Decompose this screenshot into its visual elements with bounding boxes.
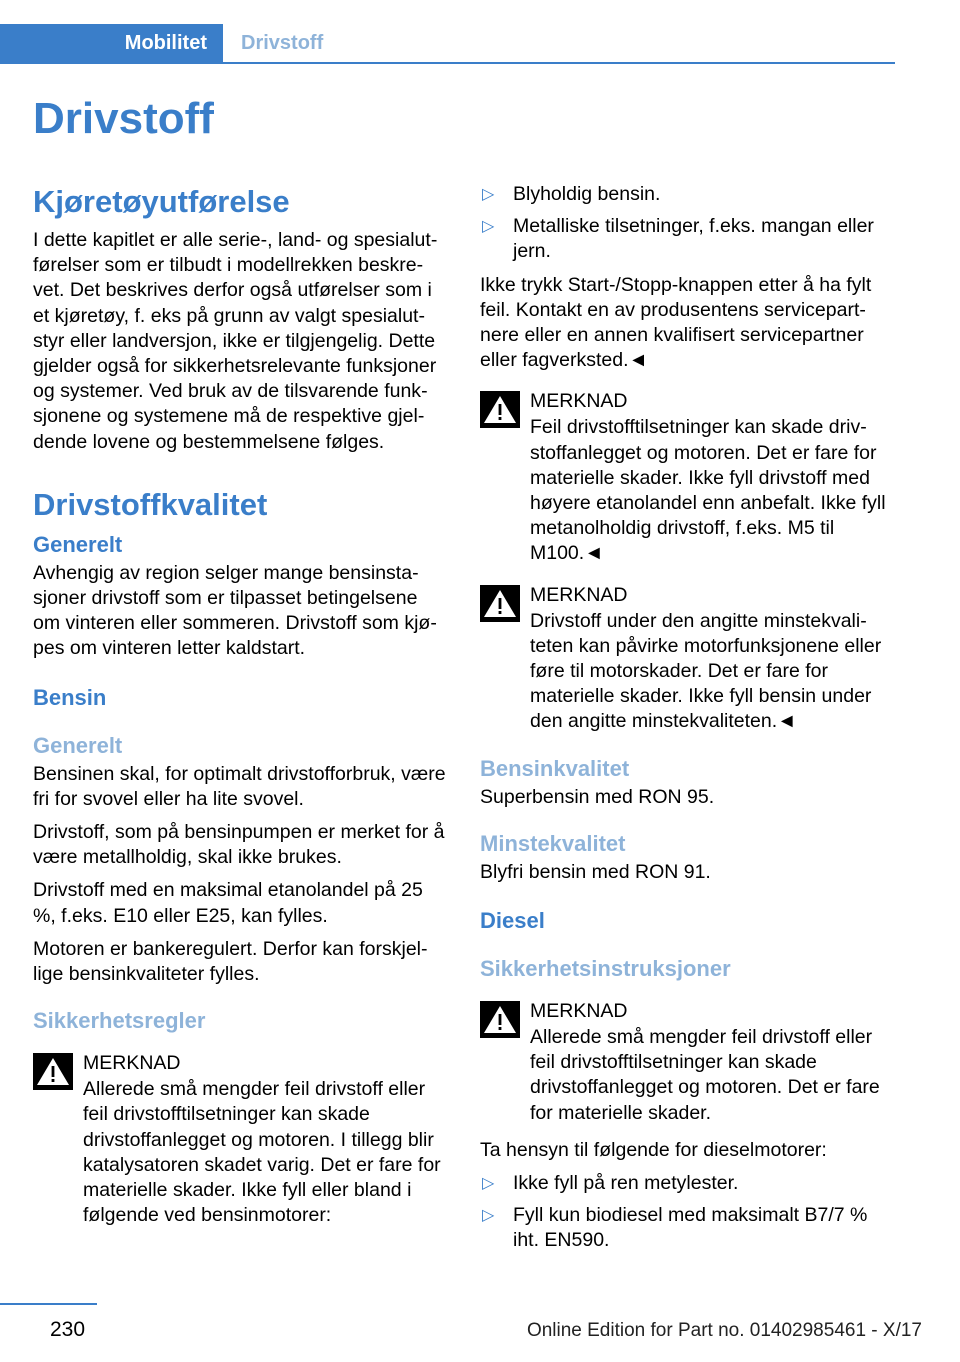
- tab-mobilitet[interactable]: [0, 24, 223, 62]
- heading-minstekvalitet: Minstekvalitet: [480, 830, 626, 856]
- triangle-right-icon: ▷: [482, 218, 495, 236]
- heading-sikkerhetsinstruksjoner: Sikkerhetsinstruksjoner: [480, 956, 731, 982]
- note-text: Allerede små mengder feil drivstoff eller feil drivstofftilsetninger kan skade drivstoffanlegget og motoren. Det er fare for materielle skader.: [530, 1026, 880, 1124]
- paragraph-bensinkvalitet: Superbensin med RON 95.: [480, 785, 715, 808]
- list-item: [480, 1203, 895, 1253]
- heading-kjoretoyutforelse: Kjøretøyutførelse: [33, 184, 290, 219]
- warning-note-1: [33, 1049, 448, 1228]
- page-number: 230: [50, 1318, 86, 1341]
- heading-drivstoffkvalitet: Drivstoffkvalitet: [33, 486, 268, 522]
- paragraph-start-stopp: Ikke trykk Start-/Stopp-knappen etter å ha fylt feil. Kontakt en av produsentens servicepartnere eller en annen kvalifisert servicepartner eller fagverksted.◄: [480, 273, 872, 372]
- note-title: MERKNAD: [530, 583, 628, 606]
- list-item-text: Ikke fyll på ren metylester.: [513, 1172, 739, 1195]
- paragraph-dieselmotorer: Ta hensyn til følgende for dieselmotorer:: [480, 1138, 827, 1161]
- paragraph-bensin-1: Bensinen skal, for optimalt drivstofforbruk, være fri for svovel eller ha lite svovel.: [33, 762, 446, 810]
- triangle-right-icon: ▷: [482, 1207, 495, 1225]
- footer-rule: [0, 1303, 97, 1305]
- page-title: Drivstoff: [33, 94, 214, 143]
- note-title: MERKNAD: [83, 1052, 181, 1075]
- heading-diesel: Diesel: [480, 908, 545, 934]
- heading-sikkerhetsregler: Sikkerhetsregler: [33, 1008, 206, 1034]
- header-tabbar: [0, 24, 895, 64]
- heading-generelt: Generelt: [33, 531, 123, 557]
- note-title: MERKNAD: [530, 390, 628, 413]
- triangle-right-icon: ▷: [482, 186, 495, 203]
- heading-bensinkvalitet: Bensinkvalitet: [480, 755, 630, 781]
- warning-triangle-icon: [480, 1001, 520, 1038]
- warning-note-2: [480, 387, 895, 566]
- heading-bensin: Bensin: [33, 684, 107, 710]
- list-item-text: Metalliske tilsetninger, f.eks. mangan eller jern.: [513, 215, 874, 263]
- list-item-text: Fyll kun biodiesel med maksimalt B7/7 % iht. EN590.: [513, 1204, 868, 1252]
- heading-bensin-generelt: Generelt: [33, 732, 123, 758]
- list-item-text: Blyholdig bensin.: [513, 183, 661, 205]
- warning-triangle-icon: [33, 1053, 73, 1090]
- list-item: [480, 1171, 895, 1196]
- paragraph-kjoretoyutforelse: I dette kapitlet er alle serie-, land- og spesialutførelser som er tilbudt i modellrekken beskrevet. Det beskrives derfor også utførelser som i et kjøretøy, f. eks på grunn av valgt spesialutstyr eller landversjon, ikke er tilgjengelig. Dette gjelder også for sikkerhetsrelevante funksjoner og systemer. Ved bruk av de tilsvarende funksjonene og systemene må de respektive gjeldende lovene og bestemmelsene følges.: [33, 229, 438, 453]
- note-text: Feil drivstofftilsetninger kan skade drivstoffanlegget og motoren. Det er fare for materielle skader. Ikke fyll drivstoff med høyere etanolandel enn anbefalt. Ikke fyll metanolholdig drivstoff, f.eks. M5 til M100.◄: [530, 416, 886, 565]
- warning-note-4: [480, 997, 895, 1126]
- paragraph-generelt: Avhengig av region selger mange bensinstasjoner drivstoff som er tilpasset betingelsene om vinteren eller sommeren. Drivstoff som kjøpes om vinteren letter kaldstart.: [33, 561, 437, 660]
- note-text: Drivstoff under den angitte minstekvaliteten kan påvirke motorfunksjonene eller føre til motorskader. Det er fare for materielle skader. Ikke fyll bensin under den angitte minstekvaliteten.◄: [530, 609, 882, 733]
- tab-drivstoff[interactable]: [241, 24, 323, 62]
- right-column: [480, 182, 895, 1262]
- note-text: Allerede små mengder feil drivstoff eller feil drivstofftilsetninger kan skade drivstoffanlegget og motoren. I tillegg blir katalysatoren skadet varig. Det er fare for materielle skader. Ikke fyll eller bland i følgende ved bensinmotorer:: [83, 1078, 441, 1227]
- warning-note-3: [480, 581, 895, 735]
- list-diesel: [480, 1171, 895, 1254]
- tab-mobilitet-label: Mobilitet: [124, 32, 207, 54]
- left-column: [33, 182, 448, 1240]
- triangle-right-icon: ▷: [482, 1175, 495, 1193]
- edition-note: Online Edition for Part no. 01402985461 - X/17: [526, 1320, 922, 1341]
- list-item: [480, 182, 895, 207]
- list-item: [480, 214, 895, 264]
- paragraph-bensin-3: Drivstoff med en maksimal etanolandel på 25 %, f.eks. E10 eller E25, kan fylles.: [33, 879, 423, 927]
- tab-drivstoff-label: Drivstoff: [241, 32, 324, 54]
- paragraph-bensin-2: Drivstoff, som på bensinpumpen er merket for å være metallholdig, skal ikke brukes.: [33, 821, 445, 869]
- warning-triangle-icon: [480, 585, 520, 622]
- paragraph-minstekvalitet: Blyfri bensin med RON 91.: [480, 860, 711, 883]
- paragraph-bensin-4: Motoren er bankeregulert. Derfor kan forskjellige bensinkvaliteter fylles.: [33, 937, 428, 986]
- list-bensin-forbud: [480, 182, 895, 265]
- note-title: MERKNAD: [530, 1000, 628, 1023]
- warning-triangle-icon: [480, 391, 520, 428]
